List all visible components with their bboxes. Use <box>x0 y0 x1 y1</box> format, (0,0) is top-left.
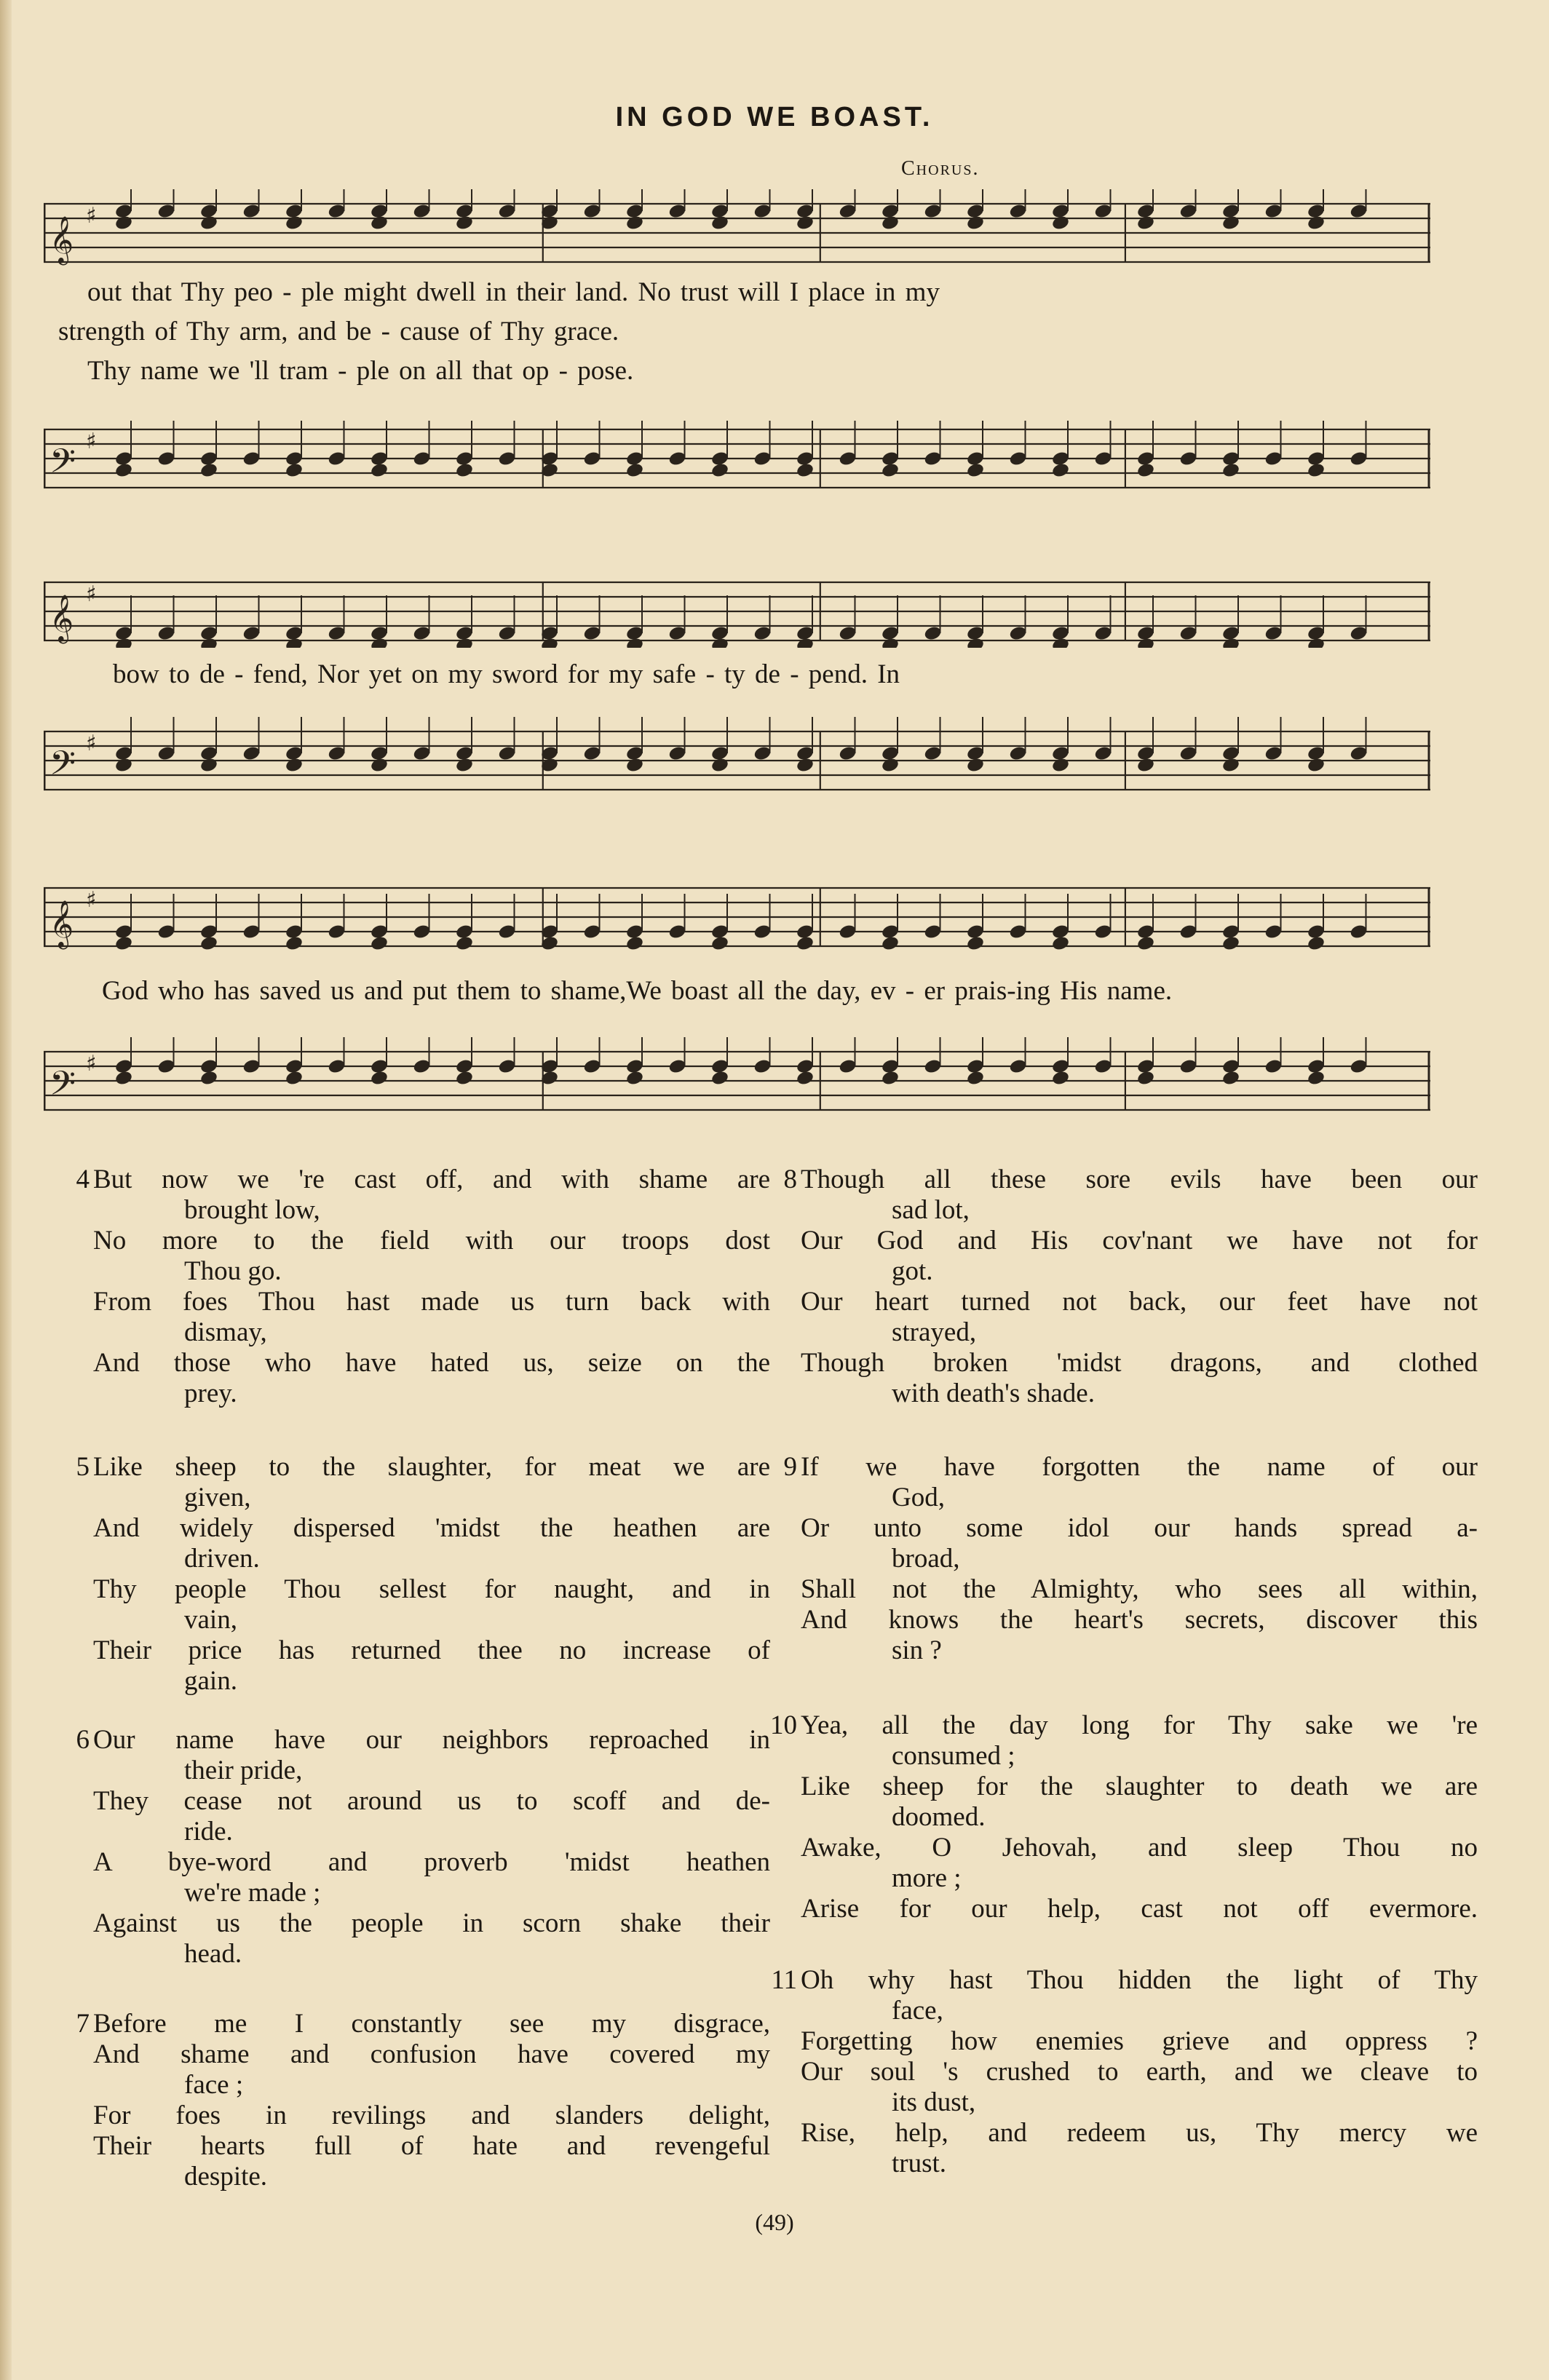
verse-line: head. <box>184 1939 242 1969</box>
verse-line: If we have forgotten the name of our <box>801 1452 1478 1482</box>
verse-line: face ; <box>184 2070 244 2100</box>
verse-line: Though broken 'midst dragons, and clothed <box>801 1348 1478 1378</box>
note-head <box>199 1070 218 1087</box>
verse-line: driven. <box>184 1544 260 1574</box>
verse-line: brought low, <box>184 1195 320 1225</box>
verse-6 <box>76 1725 770 1970</box>
verse-line: And widely dispersed 'midst the heathen are <box>93 1513 770 1543</box>
verse-5 <box>76 1452 770 1697</box>
note-head <box>1221 935 1240 952</box>
verse-line: dismay, <box>184 1317 267 1347</box>
note-head <box>710 757 729 774</box>
note-head <box>370 462 389 479</box>
note-head <box>881 757 900 774</box>
verse-line: Their hearts full of hate and revengeful <box>93 2131 770 2161</box>
note-head <box>966 215 985 231</box>
note-head <box>625 935 644 952</box>
lyrics <box>113 659 900 698</box>
note-head <box>1136 462 1155 479</box>
verse-line: ride. <box>184 1817 233 1847</box>
clef-glyph: 𝄞 <box>49 216 74 263</box>
note-head <box>796 757 815 774</box>
lyric-line: strength of Thy arm, and be - cause of Thy grace. <box>58 317 619 346</box>
verse-line: gain. <box>184 1666 237 1696</box>
note-head <box>455 757 474 774</box>
note-head <box>114 1070 133 1087</box>
clef-glyph: 𝄞 <box>49 595 74 642</box>
note-head <box>199 462 218 479</box>
note-head <box>114 757 133 774</box>
lyrics <box>58 277 940 394</box>
verse-line: And knows the heart's secrets, discover this <box>801 1605 1478 1635</box>
music-system-2 <box>44 553 1430 801</box>
note-head <box>1307 757 1326 774</box>
note-head <box>1307 935 1326 952</box>
note-head <box>625 1070 644 1087</box>
sharp-key-signature: ♯ <box>86 203 97 229</box>
chorus-label: Chorus. <box>901 157 980 180</box>
clef-glyph: 𝄢 <box>49 744 76 791</box>
lyric-line: God who has saved us and put them to shame,We boast all the day, ev - er prais-ing His name. <box>102 976 1173 1006</box>
verse-7 <box>76 2009 770 2192</box>
verse-line: Oh why hast Thou hidden the light of Thy <box>801 1965 1478 1995</box>
note-head <box>1051 757 1070 774</box>
verse-line: A bye-word and proverb 'midst heathen <box>93 1847 770 1877</box>
note-head <box>370 757 389 774</box>
verse-line: more ; <box>892 1863 962 1893</box>
verse-number: 10 <box>770 1710 797 1740</box>
verse-line: Our heart turned not back, our feet have not <box>801 1287 1478 1317</box>
music-system-1 <box>44 157 1430 495</box>
note-head <box>881 935 900 952</box>
note-head <box>881 462 900 479</box>
note-head <box>1051 215 1070 231</box>
verse-line: got. <box>892 1256 933 1286</box>
verse-line: with death's shade. <box>892 1379 1095 1408</box>
music-system-3 <box>44 859 1430 1128</box>
note-head <box>966 1070 985 1087</box>
verse-number: 11 <box>771 1965 797 1995</box>
verse-line: Their price has returned thee no increase of <box>93 1635 770 1665</box>
note-head <box>1051 935 1070 952</box>
note-head <box>796 462 815 479</box>
note-head <box>1221 757 1240 774</box>
treble-staff <box>44 873 1430 953</box>
verse-line: vain, <box>184 1605 237 1635</box>
note-head <box>370 215 389 231</box>
bass-staff <box>44 717 1430 797</box>
verse-line: sad lot, <box>892 1195 970 1225</box>
verse-line: we're made ; <box>184 1878 321 1908</box>
page-edge <box>0 0 12 2380</box>
verse-number: 5 <box>76 1452 90 1482</box>
note-head <box>199 215 218 231</box>
note-head <box>1136 1070 1155 1087</box>
note-head <box>1307 215 1326 231</box>
verse-line: doomed. <box>892 1802 986 1832</box>
verse-line: Rise, help, and redeem us, Thy mercy we <box>801 2118 1478 2148</box>
verse-number: 4 <box>76 1165 90 1194</box>
note-head <box>881 215 900 231</box>
note-head <box>114 215 133 231</box>
clef-glyph: 𝄢 <box>49 442 76 489</box>
verse-line: And those who have hated us, seize on the <box>93 1348 770 1378</box>
verse-line: Arise for our help, cast not off evermore. <box>801 1894 1478 1924</box>
note-head <box>455 1070 474 1087</box>
verse-line: consumed ; <box>892 1741 1015 1771</box>
note-head <box>455 935 474 952</box>
bass-staff <box>44 415 1430 495</box>
note-head <box>710 462 729 479</box>
verse-line: Forgetting how enemies grieve and oppress ? <box>801 2026 1478 2056</box>
lyric-line: bow to de - fend, Nor yet on my sword for my safe - ty de - pend. In <box>113 659 900 689</box>
note-head <box>285 462 304 479</box>
verse-line: Thou go. <box>184 1256 282 1286</box>
note-head <box>1307 1070 1326 1087</box>
verse-line: Against us the people in scorn shake their <box>93 1908 770 1938</box>
verse-line: given, <box>184 1483 251 1512</box>
sharp-key-signature: ♯ <box>86 429 97 454</box>
note-head <box>199 935 218 952</box>
sharp-key-signature: ♯ <box>86 582 97 607</box>
sharp-key-signature: ♯ <box>86 731 97 756</box>
note-head <box>199 757 218 774</box>
verse-line: But now we 're cast off, and with shame are <box>93 1165 770 1194</box>
verse-line: From foes Thou hast made us turn back with <box>93 1287 770 1317</box>
note-head <box>455 215 474 231</box>
verse-number: 7 <box>76 2009 90 2039</box>
verse-10 <box>770 1710 1478 1924</box>
treble-staff <box>44 189 1430 269</box>
note-head <box>455 462 474 479</box>
verse-line: Shall not the Almighty, who sees all within, <box>801 1574 1478 1604</box>
verse-line: They cease not around us to scoff and de- <box>93 1786 770 1816</box>
verse-line: Before me I constantly see my disgrace, <box>93 2009 770 2039</box>
verse-line: Yea, all the day long for Thy sake we 're <box>801 1710 1478 1740</box>
hymn-title: IN GOD WE BOAST. <box>615 102 934 132</box>
verse-line: face, <box>892 1996 943 2026</box>
note-head <box>710 215 729 231</box>
bass-staff <box>44 1037 1430 1117</box>
sharp-key-signature: ♯ <box>86 1051 97 1076</box>
lyrics <box>102 975 1172 1015</box>
verse-line: trust. <box>892 2149 947 2178</box>
note-head <box>285 935 304 952</box>
treble-staff <box>44 568 1430 648</box>
verse-number: 9 <box>783 1452 797 1482</box>
verse-line: its dust, <box>892 2087 976 2117</box>
note-head <box>1221 1070 1240 1087</box>
verse-line: God, <box>892 1483 945 1512</box>
verse-line: Our God and His cov'nant we have not for <box>801 1226 1478 1256</box>
note-head <box>1221 215 1240 231</box>
verse-line: And shame and confusion have covered my <box>93 2039 770 2069</box>
verse-9 <box>783 1452 1478 1666</box>
note-head <box>625 757 644 774</box>
note-head <box>710 1070 729 1087</box>
verse-line: prey. <box>184 1379 237 1408</box>
note-head <box>114 462 133 479</box>
verse-number: 8 <box>783 1165 797 1194</box>
note-head <box>370 1070 389 1087</box>
verse-number: 6 <box>76 1725 90 1755</box>
verse-line: Our soul 's crushed to earth, and we cleave to <box>801 2057 1478 2087</box>
verse-line: Though all these sore evils have been our <box>801 1165 1478 1194</box>
page-number: (49) <box>755 2209 794 2235</box>
verse-11 <box>771 1965 1478 2179</box>
note-head <box>796 935 815 952</box>
verse-8 <box>783 1165 1478 1409</box>
verse-line: strayed, <box>892 1317 977 1347</box>
lyric-line: Thy name we 'll tram - ple on all that op - pose. <box>87 356 634 386</box>
verse-line: For foes in revilings and slanders delight, <box>93 2101 770 2130</box>
clef-glyph: 𝄞 <box>49 900 74 948</box>
note-head <box>114 935 133 952</box>
verse-line: Like sheep for the slaughter to death we are <box>801 1772 1478 1801</box>
verse-line: sin ? <box>892 1635 942 1665</box>
verse-line: Our name have our neighbors reproached in <box>93 1725 770 1755</box>
note-head <box>1136 935 1155 952</box>
verse-line: their pride, <box>184 1756 303 1785</box>
note-head <box>1221 462 1240 479</box>
note-head <box>1136 757 1155 774</box>
note-head <box>966 935 985 952</box>
verse-line: Thy people Thou sellest for naught, and in <box>93 1574 770 1604</box>
note-head <box>370 935 389 952</box>
note-head <box>285 757 304 774</box>
note-head <box>881 1070 900 1087</box>
clef-glyph: 𝄢 <box>49 1064 76 1111</box>
verse-line: Or unto some idol our hands spread a- <box>801 1513 1478 1543</box>
note-head <box>796 215 815 231</box>
note-head <box>1051 462 1070 479</box>
verse-line: broad, <box>892 1544 960 1574</box>
note-head <box>710 935 729 952</box>
sharp-key-signature: ♯ <box>86 887 97 913</box>
verse-line: Like sheep to the slaughter, for meat we are <box>93 1452 770 1482</box>
note-head <box>966 462 985 479</box>
verse-line: despite. <box>184 2162 268 2191</box>
note-head <box>966 757 985 774</box>
note-head <box>625 215 644 231</box>
note-head <box>1051 1070 1070 1087</box>
lyric-line: out that Thy peo - ple might dwell in their land. No trust will I place in my <box>87 277 940 307</box>
note-head <box>1307 462 1326 479</box>
note-head <box>285 1070 304 1087</box>
note-head <box>1136 215 1155 231</box>
verse-line: No more to the field with our troops dost <box>93 1226 770 1256</box>
verse-4 <box>76 1165 770 1409</box>
note-head <box>285 215 304 231</box>
verse-line: Awake, O Jehovah, and sleep Thou no <box>801 1833 1478 1863</box>
note-head <box>625 462 644 479</box>
note-head <box>796 1070 815 1087</box>
